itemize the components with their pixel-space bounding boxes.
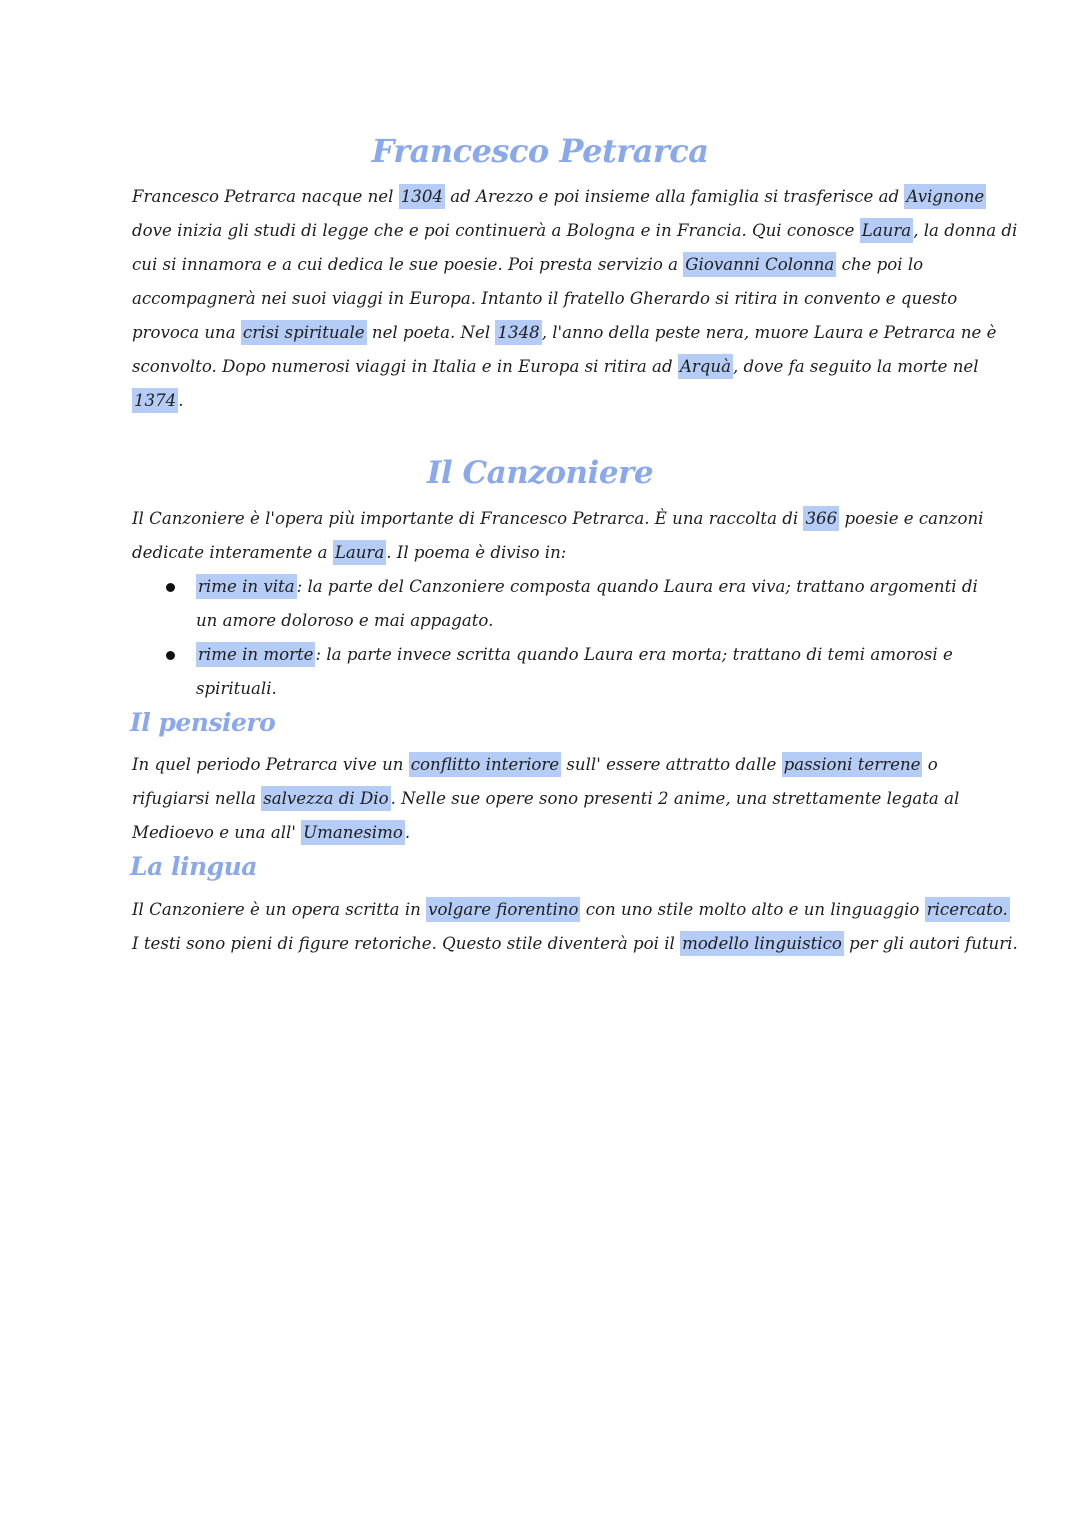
pensiero-paragraph: [132, 748, 960, 850]
text-segment: che poi lo: [836, 255, 924, 274]
text-line: [196, 672, 960, 706]
highlighted-term: Laura: [860, 218, 913, 243]
page-title: Francesco Petrarca: [371, 132, 709, 170]
highlighted-term: 1304: [399, 184, 445, 209]
highlighted-term: Giovanni Colonna: [683, 252, 836, 277]
text-segment: ad Arezzo e poi insieme alla famiglia si trasferisce ad: [444, 187, 905, 206]
text-line: [132, 893, 1008, 927]
text-line: [132, 214, 1018, 248]
text-segment: spirituali.: [196, 679, 277, 698]
text-line: [196, 570, 978, 604]
lingua-paragraph: [132, 893, 1018, 961]
text-segment: Il Canzoniere è un opera scritta in: [132, 900, 427, 919]
highlighted-term: Arquà: [678, 354, 733, 379]
text-segment: In quel periodo Petrarca vive un: [132, 755, 409, 774]
text-segment: , l'anno della peste nera, muore Laura e Petrarca ne è: [541, 323, 997, 342]
text-segment: accompagnerà nei suoi viaggi in Europa. Intanto il fratello Gherardo si ritira in convento e questo: [132, 289, 958, 308]
bullet-dot-icon: [166, 651, 175, 660]
text-line: [132, 248, 952, 282]
text-segment: dove inizia gli studi di legge che e poi continuerà a Bologna e in Francia. Qui conosce: [132, 221, 860, 240]
highlighted-term: Laura: [333, 540, 386, 565]
canzoniere-bullet-list: [160, 570, 978, 706]
bio-paragraph: [132, 180, 1018, 418]
text-segment: un amore doloroso e mai appagato.: [196, 611, 494, 630]
text-segment: , la donna di: [913, 221, 1018, 240]
text-line: [196, 638, 960, 672]
text-segment: cui si innamora e a cui dedica le sue poesie. Poi presta servizio a: [132, 255, 684, 274]
text-segment: con uno stile molto alto e un linguaggio: [580, 900, 925, 919]
text-segment: Medioevo e una all': [132, 823, 302, 842]
text-line: [132, 816, 952, 850]
text-line: [196, 604, 960, 638]
text-line: [132, 316, 997, 350]
text-segment: rifugiarsi nella: [132, 789, 262, 808]
highlighted-term: Umanesimo: [301, 820, 405, 845]
highlighted-term: modello linguistico: [680, 931, 844, 956]
text-segment: : la parte del Canzoniere composta quando Laura era viva; trattano argomenti di: [296, 577, 978, 596]
canzoniere-intro: [132, 502, 984, 570]
text-line: [132, 282, 958, 316]
highlighted-term: 1374: [132, 388, 178, 413]
text-line: [132, 927, 1018, 961]
bullet-rime-in-vita: [160, 570, 978, 638]
bullet-text: [196, 570, 978, 638]
text-line: [132, 782, 960, 816]
text-segment: nel poeta. Nel: [366, 323, 496, 342]
highlighted-term: salvezza di Dio: [261, 786, 390, 811]
lingua-heading: La lingua: [130, 852, 258, 881]
text-segment: . Il poema è diviso in:: [386, 543, 567, 562]
text-segment: per gli autori futuri.: [843, 934, 1018, 953]
text-segment: dedicate interamente a: [132, 543, 333, 562]
text-segment: sull' essere attratto dalle: [561, 755, 782, 774]
text-segment: Il Canzoniere è l'opera più importante di Francesco Petrarca. È una raccolta di: [132, 509, 804, 528]
text-line: [132, 384, 952, 418]
highlighted-term: 366: [803, 506, 839, 531]
highlighted-term: ricercato.: [925, 897, 1010, 922]
text-segment: . Nelle sue opere sono presenti 2 anime, una strettamente legata al: [390, 789, 960, 808]
highlighted-term: crisi spirituale: [241, 320, 367, 345]
text-segment: o: [922, 755, 938, 774]
bullet-text: [196, 638, 960, 706]
highlighted-term: rime in morte: [196, 642, 315, 667]
text-segment: : la parte invece scritta quando Laura era morta; trattano di temi amorosi e: [315, 645, 953, 664]
text-segment: .: [404, 823, 411, 842]
text-segment: provoca una: [132, 323, 241, 342]
text-segment: , dove fa seguito la morte nel: [732, 357, 979, 376]
text-line: [132, 180, 985, 214]
text-line: [132, 536, 952, 570]
text-segment: Francesco Petrarca nacque nel: [132, 187, 399, 206]
bullet-rime-in-morte: [160, 638, 960, 706]
pensiero-heading: Il pensiero: [130, 708, 276, 737]
highlighted-term: rime in vita: [196, 574, 297, 599]
highlighted-term: 1348: [495, 320, 541, 345]
text-line: [132, 350, 979, 384]
text-segment: .: [178, 391, 184, 410]
text-line: [132, 748, 952, 782]
highlighted-term: volgare fiorentino: [426, 897, 580, 922]
highlighted-term: Avignone: [904, 184, 986, 209]
bullet-dot-icon: [166, 583, 175, 592]
canzoniere-heading: Il Canzoniere: [426, 455, 654, 491]
text-segment: sconvolto. Dopo numerosi viaggi in Italia e in Europa si ritira ad: [132, 357, 678, 376]
highlighted-term: conflitto interiore: [409, 752, 561, 777]
text-segment: poesie e canzoni: [839, 509, 984, 528]
highlighted-term: passioni terrene: [782, 752, 923, 777]
text-line: [132, 502, 984, 536]
text-segment: I testi sono pieni di figure retoriche. Questo stile diventerà poi il: [132, 934, 681, 953]
